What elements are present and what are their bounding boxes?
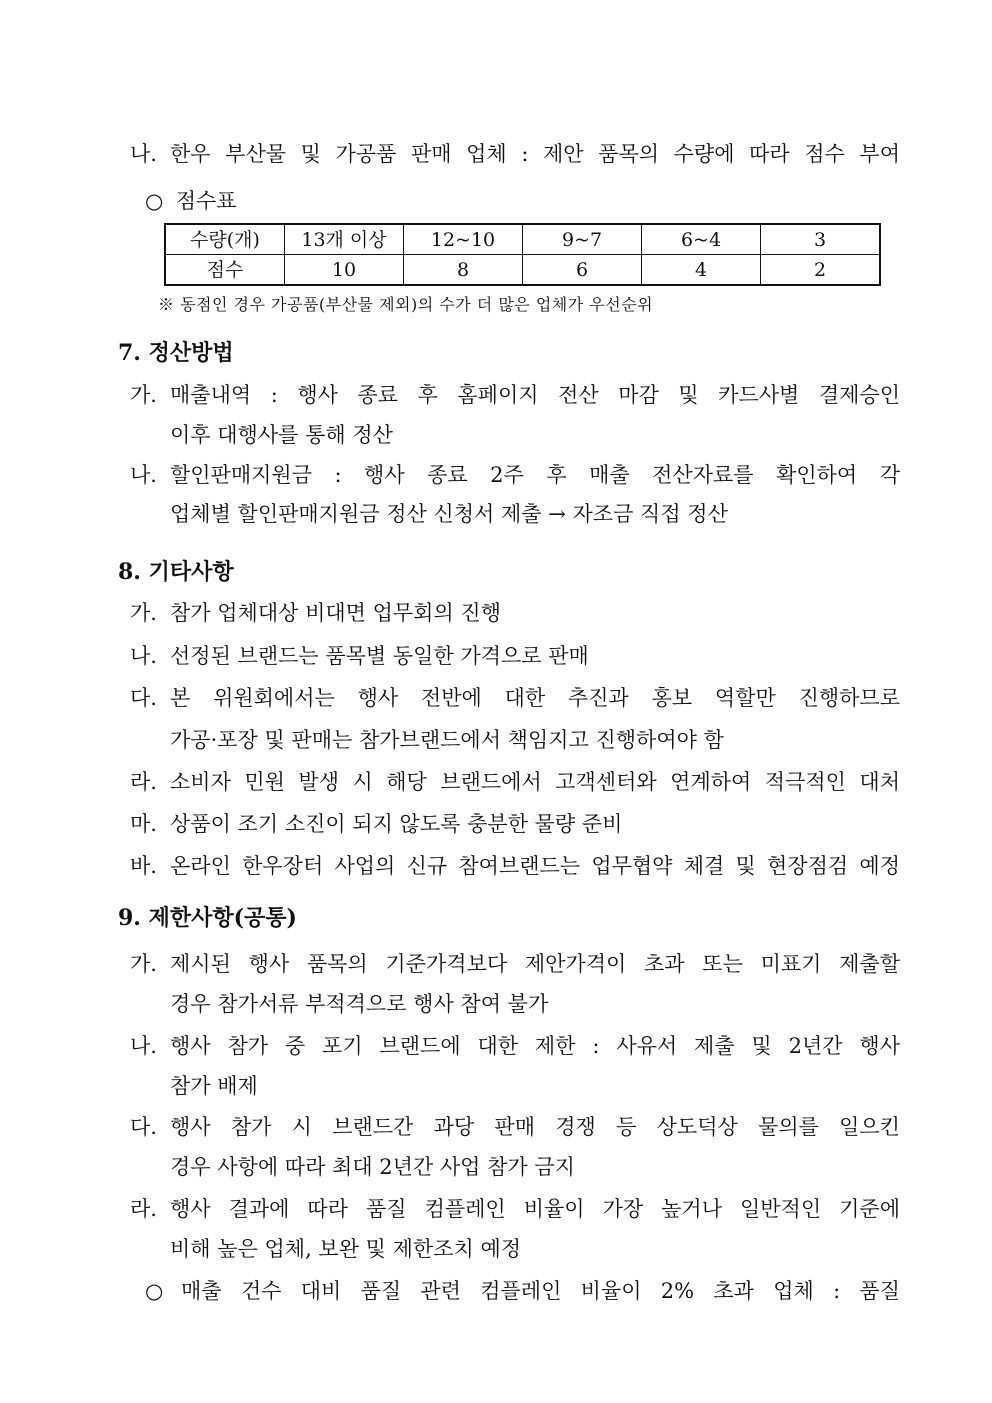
table-cell: 4 <box>642 255 761 286</box>
score-table-score-row <box>165 255 880 286</box>
item-marker: 마. <box>130 812 157 836</box>
table-cell: 8 <box>404 255 523 286</box>
table-cell: 13개 이상 <box>285 224 404 255</box>
table-cell: 12~10 <box>404 224 523 255</box>
item-continuation: 업체별 할인판매지원금 정산 신청서 제출 → 자조금 직접 정산 <box>170 502 728 526</box>
table-cell: 6 <box>523 255 642 286</box>
item-marker: 가. <box>130 952 157 976</box>
score-table-title <box>145 186 237 216</box>
item-text: 한우 부산물 및 가공품 판매 업체 : 제안 품목의 수량에 따라 점수 부여 <box>170 142 900 166</box>
score-table-header-row <box>165 224 880 255</box>
table-cell: 수량(개) <box>165 224 285 255</box>
item-continuation: 가공·포장 및 판매는 참가브랜드에서 책임지고 진행하여야 함 <box>170 728 724 752</box>
item-continuation: 참가 배제 <box>170 1074 258 1098</box>
item-continuation: 경우 참가서류 부적격으로 행사 참여 불가 <box>170 992 549 1016</box>
table-cell: 10 <box>285 255 404 286</box>
table-cell: 2 <box>761 255 881 286</box>
item-text: 참가 업체대상 비대면 업무회의 진행 <box>170 601 501 625</box>
score-table-note: ※ 동점인 경우 가공품(부산물 제외)의 수가 더 많은 업체가 우선순위 <box>158 295 654 314</box>
item-text: 소비자 민원 발생 시 해당 브랜드에서 고객센터와 연계하여 적극적인 대처 <box>170 770 900 794</box>
table-cell: 3 <box>761 224 881 255</box>
item-marker: 나. <box>130 644 157 668</box>
circle-bullet-icon: ○ <box>145 1279 164 1303</box>
section-8-heading: 8. 기타사항 <box>118 559 234 585</box>
item-marker: 나. <box>130 142 157 166</box>
item-marker: 나. <box>130 1034 157 1058</box>
item-marker: 가. <box>130 601 157 625</box>
sub-bullet-text: 매출 건수 대비 품질 관련 컴플레인 비율이 2% 초과 업체 : 품질 <box>181 1279 900 1303</box>
item-marker: 다. <box>130 686 157 710</box>
item-text: 할인판매지원금 : 행사 종료 2주 후 매출 전산자료를 확인하여 각 <box>170 463 900 487</box>
table-cell: 점수 <box>165 255 285 286</box>
item-continuation: 이후 대행사를 통해 정산 <box>170 423 393 447</box>
item-text: 행사 결과에 따라 품질 컴플레인 비율이 가장 높거나 일반적인 기준에 <box>170 1197 900 1221</box>
item-marker: 라. <box>130 1197 157 1221</box>
item-text: 제시된 행사 품목의 기준가격보다 제안가격이 초과 또는 미표기 제출할 <box>170 952 900 976</box>
item-text: 선정된 브랜드는 품목별 동일한 가격으로 판매 <box>170 644 589 668</box>
item-text: 행사 참가 중 포기 브랜드에 대한 제한 : 사유서 제출 및 2년간 행사 <box>170 1034 900 1058</box>
item-continuation: 경우 사항에 따라 최대 2년간 사업 참가 금지 <box>170 1155 575 1179</box>
circle-bullet-icon: ○ <box>145 189 164 213</box>
item-text: 행사 참가 시 브랜드간 과당 판매 경쟁 등 상도덕상 물의를 일으킨 <box>170 1115 900 1139</box>
item-marker: 라. <box>130 770 157 794</box>
item-text: 매출내역 : 행사 종료 후 홈페이지 전산 마감 및 카드사별 결제승인 <box>170 383 900 407</box>
item-marker: 나. <box>130 463 157 487</box>
item-text: 본 위원회에서는 행사 전반에 대한 추진과 홍보 역할만 진행하므로 <box>170 686 900 710</box>
table-cell: 6~4 <box>642 224 761 255</box>
item-marker: 바. <box>130 854 157 878</box>
item-marker: 가. <box>130 383 157 407</box>
item-marker: 다. <box>130 1115 157 1139</box>
score-table <box>164 223 881 286</box>
item-continuation: 비해 높은 업체, 보완 및 제한조치 예정 <box>170 1237 522 1261</box>
item-text: 온라인 한우장터 사업의 신규 참여브랜드는 업무협약 체결 및 현장점검 예정 <box>170 854 900 878</box>
score-table-title-text: 점수표 <box>175 189 237 213</box>
section-7-heading: 7. 정산방법 <box>118 340 234 366</box>
table-cell: 9~7 <box>523 224 642 255</box>
item-text: 상품이 조기 소진이 되지 않도록 충분한 물량 준비 <box>170 812 623 836</box>
section-9-heading: 9. 제한사항(공통) <box>118 905 297 931</box>
